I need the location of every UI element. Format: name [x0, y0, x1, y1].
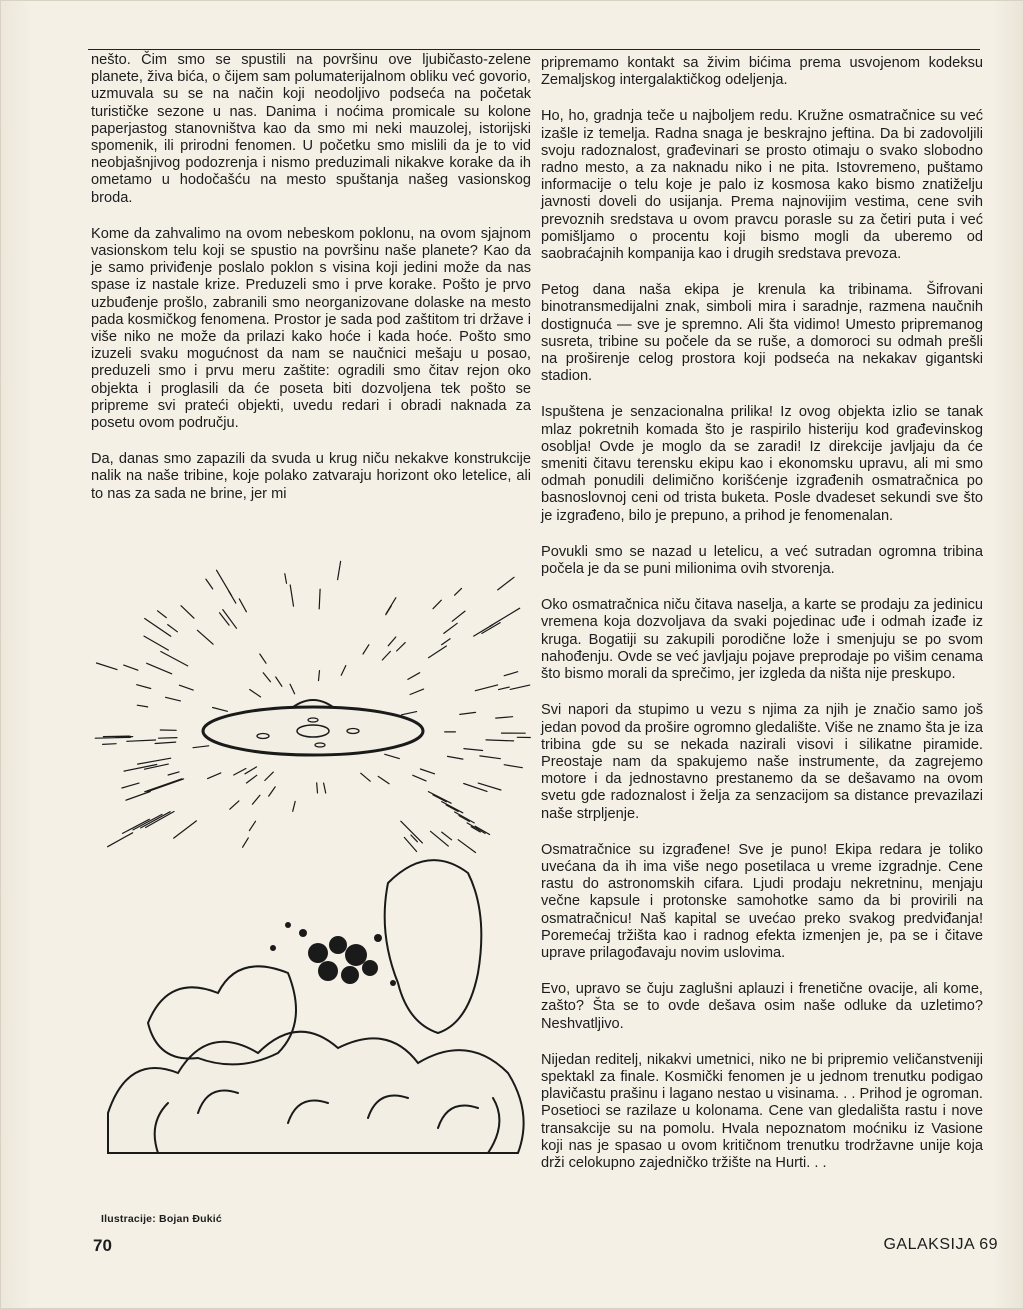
ray-stroke [161, 652, 188, 666]
ray-stroke [144, 636, 168, 650]
ray-stroke [448, 756, 463, 759]
ray-stroke [319, 589, 320, 609]
ray-stroke [174, 821, 197, 838]
ray-stroke [411, 835, 418, 842]
ray-stroke [446, 805, 458, 812]
ray-stroke [319, 671, 320, 681]
top-rule [88, 49, 980, 50]
ray-stroke [269, 787, 276, 796]
ray-stroke [496, 717, 513, 718]
ray-stroke [475, 685, 497, 691]
ray-stroke [159, 738, 177, 739]
ray-stroke [250, 690, 261, 697]
right-text-column [541, 55, 983, 1191]
ray-stroke [108, 833, 133, 847]
ray-stroke [138, 758, 171, 764]
ray-stroke [137, 685, 151, 689]
ray-stroke [276, 677, 282, 686]
ray-stroke [133, 814, 162, 830]
ray-stroke [239, 599, 246, 612]
right-paragraph-1: pripremamo kontakt sa živim bićima prema usvojenom kodeksu Zemaljskog intergalaktičkog odeljenja. [541, 55, 983, 89]
left-paragraph-2: Kome da zahvalimo na ovom nebeskom poklonu, na ovom sjajnom vasionskom telu koji se spustio na površinu naše planete? Kao da je samo priviđenje poslalo poklon s visina koji jedini može da nas spase iz nastale krize. Preduzeli smo i prve korake. Pošto je prvo uzbuđenje prošlo, zabranili smo neorganizovane dolaske na mesto pada kosmičkog fenomena. Prostor je sada pod zaštitom tri države i više niko ne može da prilazi kako hoće i kada hoće. Pošto smo izuzeli svaku mogućnost da nam se naučnici mešaju u posao, preduzeli smo i prvu meru zaštite: ogradili smo čitav rejon oko objekta i proglasili da će poseta biti dozvoljena tek pošto se pripreme svi prateći objekti, uvedu redari i obradi naknada za posetu ovom području. [91, 225, 531, 432]
ray-stroke [324, 783, 326, 793]
ray-stroke [213, 708, 228, 712]
ray-stroke [208, 773, 221, 779]
ray-stroke [260, 654, 266, 663]
ray-stroke [504, 765, 522, 768]
ray-stroke [498, 577, 514, 590]
right-paragraph-6: Oko osmatračnica niču čitava naselja, a karte se prodaju za jedinicu vremena koja dozvoljava da svaki pojedinac uđe i odmah izađe iz kruga. Bogatiji su zakupili porodične lože i smenjuju se po svom nahođenju. Ovde se već javljaju pojave preprodaje po višim cenama što bismo morali da sprečimo, jer izgleda da ništa nije preskupo. [541, 597, 983, 683]
ray-stroke [397, 643, 406, 651]
ray-stroke [429, 646, 447, 658]
ray-stroke [126, 792, 150, 801]
ray-stroke [455, 812, 475, 823]
ray-stroke [361, 773, 371, 781]
ray-stroke [206, 579, 213, 589]
left-text-column [91, 52, 531, 522]
ray-stroke [234, 769, 246, 776]
ray-stroke [386, 598, 396, 614]
ray-stroke [490, 608, 520, 626]
ray-stroke [428, 792, 451, 804]
ray-stroke [486, 740, 514, 741]
ray-stroke [137, 705, 147, 707]
right-paragraph-9: Evo, upravo se čuju zaglušni aplauzi i frenetične ovacije, ali kome, zašto? Šta se to ovde dešava osim naše odluke da uzletimo? Neshvatljivo. [541, 981, 983, 1032]
left-paragraph-3: Da, danas smo zapazili da svuda u krug niču nekakve konstrukcije nalik na naše tribine, koje polako zatvaraju horizont oko letelice, ali to nas za sada ne brine, jer mi [91, 451, 531, 502]
illustration-credit: Ilustracije: Bojan Đukić [101, 1213, 222, 1225]
right-paragraph-8: Osmatračnice su izgrađene! Sve je puno! Ekipa redara je toliko uvećana da ih ima više nego posetilaca u vreme izgradnje. Cene rastu do astronomskih cifara. Ljudi prodaju nekretninu, menjaju večne kapsule i protonske samohotke samo da bi provirili na osmatračnicu! Naš kapital se uvećao preko svakog predviđanja! Poremećaj tržišta kao i radnog efekta izmenjen je, pa se i čitave uprave prilagođavaju novim uslovima. [541, 841, 983, 961]
ray-stroke [378, 776, 389, 783]
ray-stroke [265, 772, 274, 780]
ray-stroke [217, 570, 232, 596]
ray-stroke [95, 737, 130, 738]
ray-stroke [230, 801, 239, 809]
ray-stroke [97, 663, 118, 670]
ray-stroke [220, 613, 230, 625]
right-paragraph-2: Ho, ho, gradnja teče u najboljem redu. Kružne osmatračnice su već izašle iz temelja. Radna snaga je beskrajno jeftina. Da bi zadovoljili svoju radoznalost, građevinari se prosto otimaju o svako slobodno radno mesto, a za naknadu niko i ne pita. Istovremeno, puštamo informacije o telu koje je palo iz kosmosa kako bismo znatiželju javnosti doveli do usijanja. Prema najnovijim vestima, cene svih prevoznih sredstava u ovom pravcu porasle su za četiri puta i već pomišljamo o procentu koji bismo mogli da uberemo od saobraćajnih kompanija kao i drugih sredstava prevoza. [541, 108, 983, 263]
ray-stroke [168, 772, 179, 775]
ray-stroke [247, 775, 257, 783]
ray-stroke [317, 783, 318, 793]
ray-stroke [193, 746, 209, 748]
ray-stroke [166, 697, 181, 701]
ray-stroke [147, 779, 183, 792]
right-paragraph-3: Petog dana naša ekipa je krenula ka tribinama. Šifrovani binotransmedijalni znak, simboli mira i saradnje, razmena naučnih dostignuća — sve je spremno. Ali šta vidimo! Umesto pripremanog susreta, tribine su počele da se ruše, a domoroci su odmah prešli na proširenje celog prostora koji podseća na nekakav gigantski stadion. [541, 282, 983, 385]
ray-stroke [452, 611, 465, 621]
ufo-drawing-icon [88, 553, 538, 1193]
ray-stroke [382, 651, 390, 660]
ray-stroke [442, 639, 451, 645]
ray-stroke [385, 754, 400, 758]
ray-stroke [179, 685, 193, 690]
ray-stroke [444, 623, 457, 633]
ray-stroke [431, 831, 449, 846]
ray-stroke [442, 832, 452, 840]
ray-stroke [103, 736, 129, 737]
ray-stroke [482, 623, 500, 634]
ray-stroke [127, 740, 156, 741]
ray-stroke [158, 611, 167, 618]
ray-stroke [293, 801, 296, 811]
ray-stroke [145, 619, 171, 637]
ray-stroke [458, 840, 475, 853]
ray-stroke [499, 687, 510, 690]
ray-stroke [363, 645, 369, 654]
ray-stroke [413, 775, 426, 781]
ray-stroke [181, 606, 194, 619]
ray-stroke [124, 665, 138, 670]
ray-stroke [103, 744, 117, 745]
ray-stroke [290, 684, 295, 694]
ufo-illustration [88, 553, 538, 1193]
ray-stroke [290, 585, 293, 606]
ray-stroke [122, 783, 139, 788]
ray-stroke [504, 672, 518, 676]
ray-stroke [285, 574, 287, 584]
right-paragraph-5: Povukli smo se nazad u letelicu, a već sutradan ogromna tribina počela je da se puni milionima ovih stvorenja. [541, 543, 983, 578]
ray-stroke [388, 637, 396, 646]
ray-stroke [141, 812, 171, 828]
ray-stroke [464, 749, 483, 751]
ray-stroke [480, 756, 501, 759]
ray-stroke [252, 795, 260, 804]
ray-stroke [341, 666, 346, 676]
magazine-footer-right: GALAKSIJA 69 [883, 1236, 998, 1253]
ray-stroke [123, 819, 150, 833]
ray-stroke [433, 795, 447, 802]
ray-stroke [263, 673, 270, 682]
ray-stroke [402, 712, 417, 715]
creature-masses [108, 860, 524, 1153]
ray-stroke [433, 600, 441, 609]
ray-stroke [338, 561, 341, 579]
flying-saucer [203, 700, 423, 755]
ray-stroke [249, 821, 255, 830]
ray-stroke [460, 712, 476, 714]
right-paragraph-10: Nijedan reditelj, nikakvi umetnici, niko ne bi pripremio veličanstveniji spektakl za finale. Kosmički fenomen je u jednom trenutku podigao plavičastu prašinu i lagano nestao u visinama. . . Prihod je ogroman. Posetioci se razilaze u kolonama. Cene van gledališta rastu i nove transakcije su na pomolu. Hvala nepoznatom moćniku iz Vasione koji nas je spasao u ovom kritičnom trenutku trodržavne unije koja drži celokupno zajedničko tržište na Hurti. . . [541, 1051, 983, 1171]
ray-stroke [420, 769, 434, 774]
ray-stroke [467, 823, 485, 834]
right-paragraph-4: Ispuštena je senzacionalna prilika! Iz ovog objekta izlio se tanak mlaz pokretnih komada što je raspirilo histeriju kod građevinskog osoblja! Ovde je moglo da se zaradi! Iz direkcije javljaju da će smeniti čitavu terensku ekipu kao i ekonomsku upravu, ali mi smo odmah ponudili delimično korišćenje izgrađenih osmatračnica po basnoslovnoj ceni od trista buketa. Posle dvadeset sekundi sve što je izgrađeno, bilo je prepuno, a prihod je fenomenalan. [541, 404, 983, 524]
ray-stroke [442, 802, 463, 813]
ray-stroke [455, 588, 462, 595]
ray-stroke [245, 767, 257, 774]
ray-stroke [168, 625, 178, 632]
left-paragraph-1: nešto. Čim smo se spustili na površinu ove ljubičasto-zelene planete, živa bića, o čijem sam polumaterijalnom obliku već govorio, uzmuvala su se na način koji neodoljivo podseća na početak turističke sezone u nas. Danima i noćima promicale su kolone paperjastog stanovništva kao da smo mi neki mauzolej, istorijski spomenik, ili prirodni fenomen. U početku smo mislili da je to vid neobjašnjivog podozrenja i nismo preduzimali nikakve korake da ih ometamo u hodočašću na mesto spuštanja našeg vasionskog broda. [91, 52, 531, 206]
ray-stroke [197, 630, 213, 644]
ray-stroke [401, 821, 423, 843]
ray-stroke [147, 663, 172, 674]
ray-stroke [410, 689, 424, 694]
page-number-left: 70 [93, 1236, 112, 1255]
ray-stroke [510, 685, 530, 689]
ray-stroke [408, 673, 420, 680]
ray-stroke [155, 742, 176, 743]
right-paragraph-7: Svi napori da stupimo u vezu s njima za njih je značio samo još jedan povod da prošire ogromno gledalište. Više ne znamo šta je iza tribina gde su se nekada nazirali visovi i silikatne piramide. Preostaje nam da spakujemo naše instrumente, da zagrejemo motore i da jednostavno prestanemo da se dešavamo na ovom svetu gde radoznalost i želja za senzacijom sa distance prevazilazi naše strpljenje. [541, 702, 983, 822]
ray-stroke [145, 779, 182, 792]
ray-stroke [459, 816, 470, 822]
ray-stroke [243, 838, 249, 847]
